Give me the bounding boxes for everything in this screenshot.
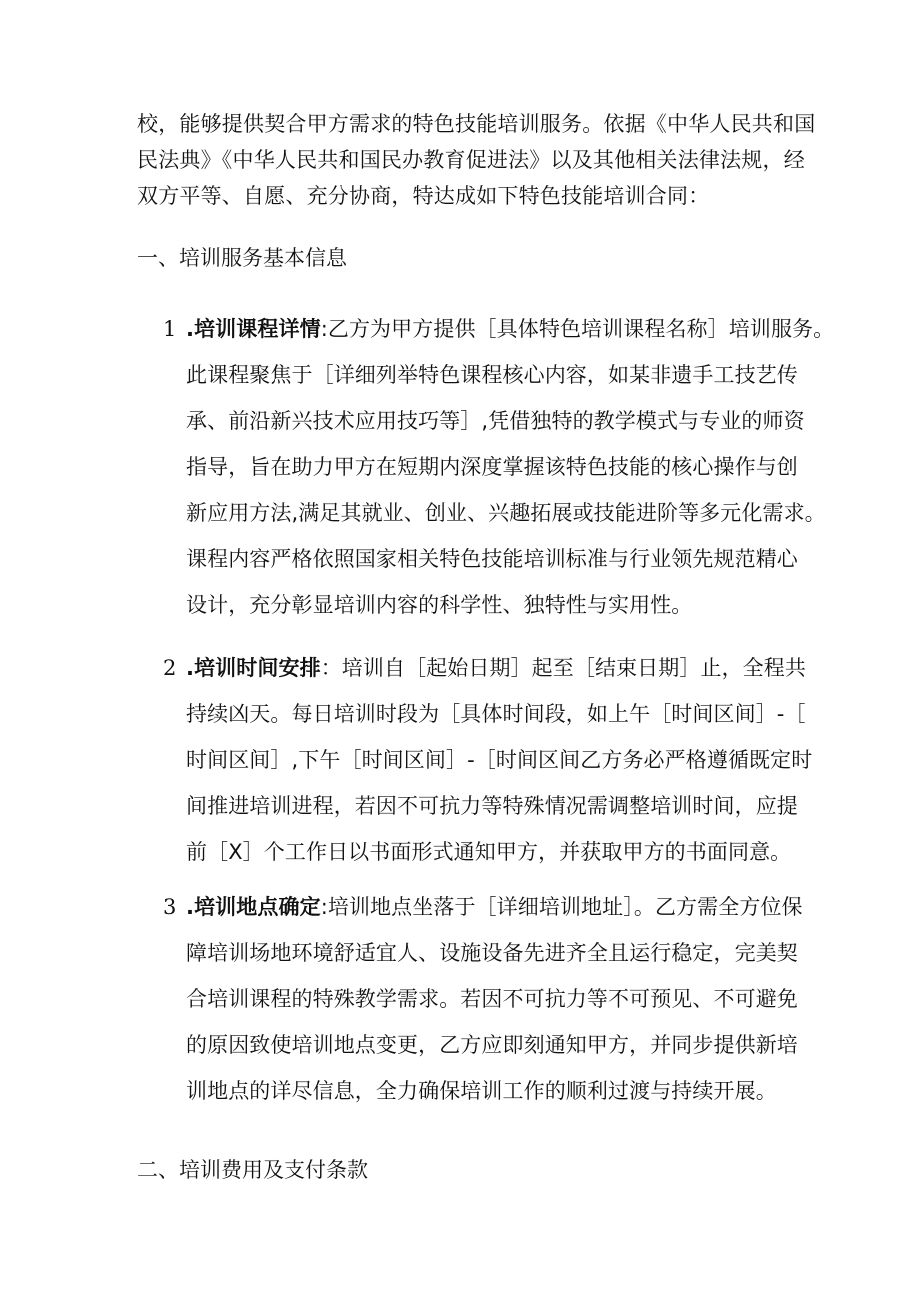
clause-term: .培训地点确定	[186, 895, 321, 919]
clause-line: 训地点的详尽信息，全力确保培训工作的顺利过渡与持续开展。	[186, 1079, 777, 1103]
clause-line: 时间区间］,下午［时间区间］-［时间区间乙方务必严格遵循既定时	[186, 748, 813, 772]
intro-line: 民法典》《中华人民共和国民办教育促进法》以及其他相关法律法规，经	[137, 148, 805, 172]
clause-line: 承、前沿新兴技术应用技巧等］,凭借独特的教学模式与专业的师资	[186, 409, 805, 433]
clause-line: 的原因致使培训地点变更，乙方应即刻通知甲方，并同步提供新培	[186, 1033, 798, 1057]
clause-number: 1	[163, 317, 177, 341]
intro-paragraph	[137, 106, 816, 214]
clause-line-text: :乙方为甲方提供［具体特色培训课程名称］培训服务。	[320, 317, 835, 341]
clause-number: 2	[163, 656, 177, 680]
clause-line	[186, 645, 806, 691]
clause-line-text: :培训地点坐落于［详细培训地址］。乙方需全方位保	[320, 895, 803, 919]
clause-text	[186, 645, 813, 875]
clause-line-text: ：培训自［起始日期］起至［结束日期］止，全程共	[320, 656, 806, 680]
clause-line: 设计，充分彰显培训内容的科学性、独特性与实用性。	[186, 593, 693, 617]
clause-line	[186, 306, 835, 352]
clause-line: 间推进培训进程，若因不可抗力等特殊情况需调整培训时间，应提	[186, 794, 798, 818]
clause-line: 新应用方法,满足其就业、创业、兴趣拓展或技能进阶等多元化需求。	[186, 501, 826, 525]
clause-line	[186, 884, 806, 930]
intro-line: 双方平等、自愿、充分协商，特达成如下特色技能培训合同：	[137, 184, 710, 208]
clause-term: .培训时间安排	[186, 656, 321, 680]
clause-line: 指导，旨在助力甲方在短期内深度掌握该特色技能的核心操作与创	[186, 455, 798, 479]
clause-line: 合培训课程的特殊教学需求。若因不可抗力等不可预见、不可避免	[186, 987, 798, 1011]
clause-line: 持续凶天。每日培训时段为［具体时间段，如上午［时间区间］-［	[186, 702, 806, 726]
section-heading-fees: 二、培训费用及支付条款	[137, 1158, 368, 1182]
clause-number: 3	[163, 895, 177, 919]
clause-line: 前［X］个工作日以书面形式通知甲方，并获取甲方的书面同意。	[186, 840, 792, 864]
clause-term: .培训课程详情	[186, 317, 321, 341]
intro-line: 校，能够提供契合甲方需求的特色技能培训服务。依据《中华人民共和国	[137, 112, 816, 136]
clause-line: 障培训场地环境舒适宜人、设施设备先进齐全且运行稳定，完美契	[186, 941, 798, 965]
clause-text	[186, 306, 835, 628]
clause-line: 此课程聚焦于［详细列举特色课程核心内容，如某非遗手工技艺传	[186, 363, 798, 387]
clause-line: 课程内容严格依照国家相关特色技能培训标准与行业领先规范精心	[186, 547, 798, 571]
section-heading-basic-info: 一、培训服务基本信息	[137, 246, 347, 270]
clause-text	[186, 884, 806, 1114]
